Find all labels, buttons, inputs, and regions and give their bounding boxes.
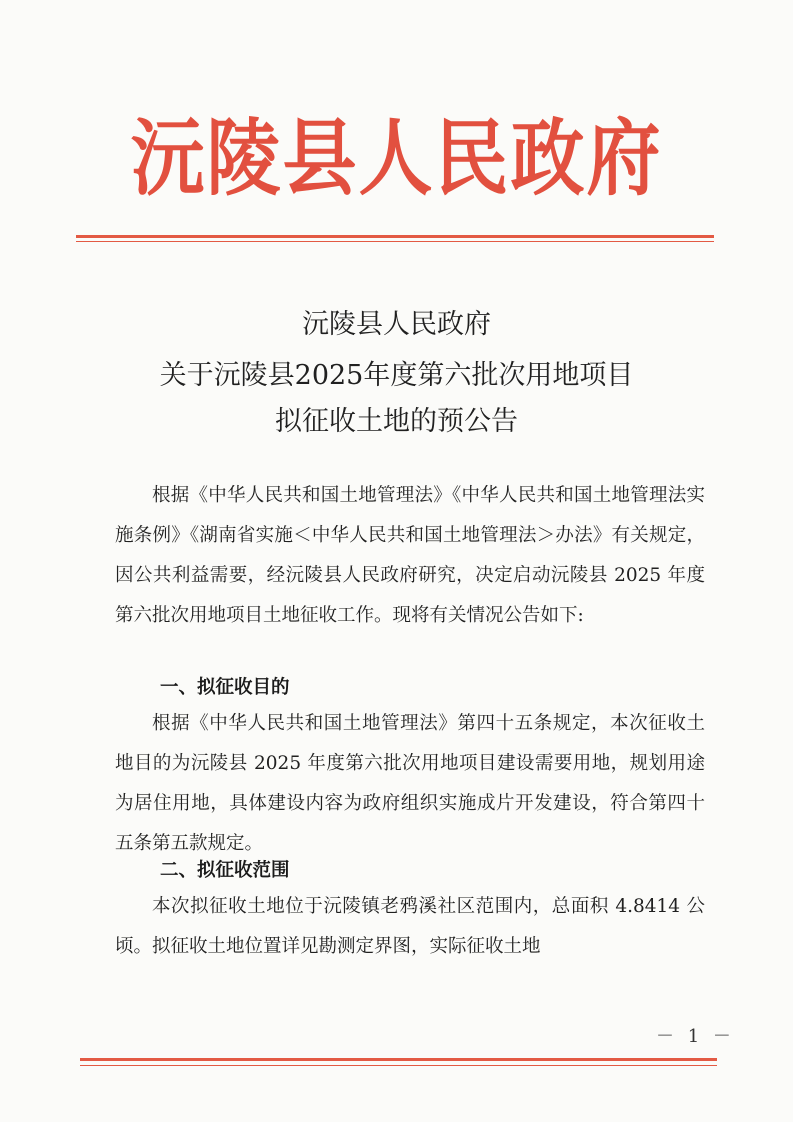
intro-paragraph: 根据《中华人民共和国土地管理法》《中华人民共和国土地管理法实施条例》《湖南省实施＜中华人民共和国土地管理法＞办法》有关规定，因公共利益需要，经沅陵县人民政府研究，决定启动沅陵县 2025 年度第六批次用地项目土地征收工作。现将有关情况公告如下: — [115, 485, 705, 626]
section-2-body: 本次拟征收土地位于沅陵镇老鸦溪社区范围内，总面积 4.8414 公顷。拟征收土地位置详见勘测定界图，实际征收土地 — [115, 896, 705, 957]
section-1-body: 根据《中华人民共和国土地管理法》第四十五条规定，本次征收土地目的为沅陵县 2025 年度第六批次用地项目建设需要用地，规划用途为居住用地，具体建设内容为政府组织实施成片开发建设，符合第四十五条第五款规定。 — [115, 713, 705, 854]
footer-rule-thick — [80, 1058, 717, 1061]
document-title-line-3: 拟征收土地的预公告 — [275, 406, 518, 437]
document-title-line-2: 关于沅陵县2025年度第六批次用地项目 — [159, 360, 634, 391]
masthead-rule-thick — [76, 235, 714, 238]
masthead-rule-thin — [76, 241, 714, 242]
document-title-line-1: 沅陵县人民政府 — [302, 309, 491, 340]
section-1-heading: 一、拟征收目的 — [160, 677, 290, 698]
section-2-heading: 二、拟征收范围 — [160, 860, 290, 881]
footer-rule-thin — [80, 1065, 717, 1066]
masthead-title: 沅陵县人民政府 — [130, 110, 663, 208]
page-number: － 1 － — [656, 1026, 735, 1047]
